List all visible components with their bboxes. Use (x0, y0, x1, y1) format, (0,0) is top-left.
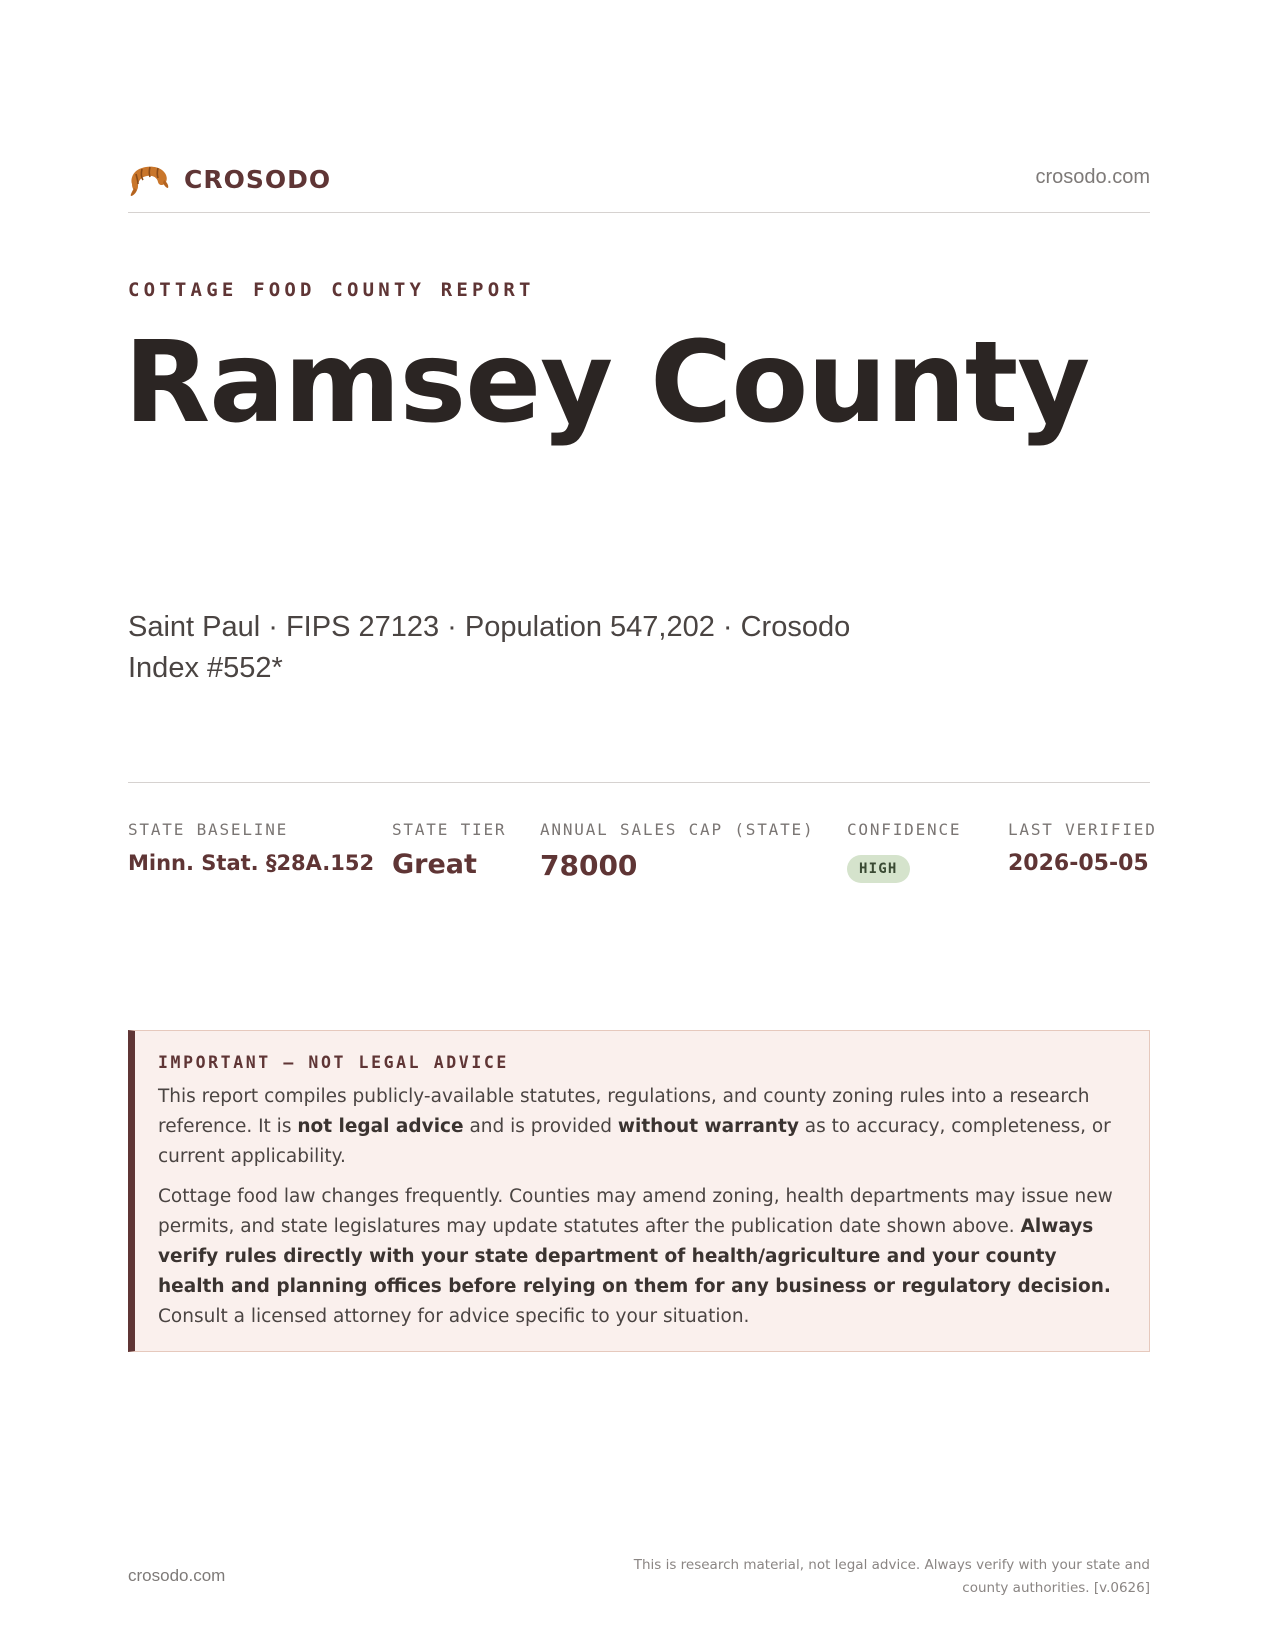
stat-state-baseline (128, 820, 374, 875)
stat-value: 2026-05-05 (1008, 851, 1149, 876)
divider (128, 782, 1150, 783)
notice-emphasis: Always verify rules directly with your state department of health/agriculture and your county health and planning offices before relying on them for any business or regulatory decision. (158, 1216, 1111, 1297)
notice-text: and is provided (463, 1116, 618, 1137)
brand-name: CROSODO (184, 164, 332, 194)
footer-disclaimer: This is research material, not legal advice. Always verify with your state and county authorities. [v.0626] (633, 1557, 1150, 1596)
notice-text: as to accuracy, completeness, or current applicability. (158, 1116, 1111, 1167)
stat-sales-cap (540, 820, 814, 882)
confidence-badge: HIGH (847, 855, 910, 883)
stat-state-tier (392, 820, 506, 880)
page-header (128, 156, 1150, 213)
stat-value: Great (392, 849, 477, 880)
footer-site-link[interactable]: crosodo.com (128, 1566, 226, 1585)
notice-emphasis: without warranty (617, 1116, 799, 1137)
notice-paragraph (158, 1182, 1123, 1332)
notice-text: Cottage food law changes frequently. Counties may amend zoning, health departments may issue new permits, and state legislatures may update statutes after the publication date shown above. (158, 1186, 1113, 1237)
notice-text: This report compiles publicly-available statutes, regulations, and county zoning rules into a research reference. It is (158, 1086, 1090, 1137)
stat-confidence (847, 820, 961, 883)
stat-label: ANNUAL SALES CAP (STATE) (540, 820, 815, 839)
site-url-link[interactable]: crosodo.com (1035, 166, 1150, 188)
report-subtitle: Saint Paul · FIPS 27123 · Population 547,202 · Crosodo Index #552* (128, 611, 851, 684)
brand[interactable] (128, 160, 331, 198)
croissant-icon (128, 160, 170, 198)
notice-paragraph (158, 1082, 1123, 1172)
stat-last-verified (1008, 820, 1157, 876)
notice-emphasis: not legal advice (297, 1116, 464, 1137)
stat-value: 78000 (540, 849, 638, 882)
page-title: Ramsey County (124, 318, 1090, 448)
stat-label: LAST VERIFIED (1008, 820, 1157, 839)
report-eyebrow: COTTAGE FOOD COUNTY REPORT (128, 279, 535, 301)
legal-notice (128, 1030, 1150, 1352)
stat-label: STATE BASELINE (128, 820, 289, 839)
stat-label: CONFIDENCE (847, 820, 962, 839)
notice-text: Consult a licensed attorney for advice specific to your situation. (158, 1306, 750, 1327)
stat-label: STATE TIER (392, 820, 507, 839)
notice-title: IMPORTANT — NOT LEGAL ADVICE (158, 1053, 509, 1072)
stat-value: Minn. Stat. §28A.152 (128, 851, 375, 875)
